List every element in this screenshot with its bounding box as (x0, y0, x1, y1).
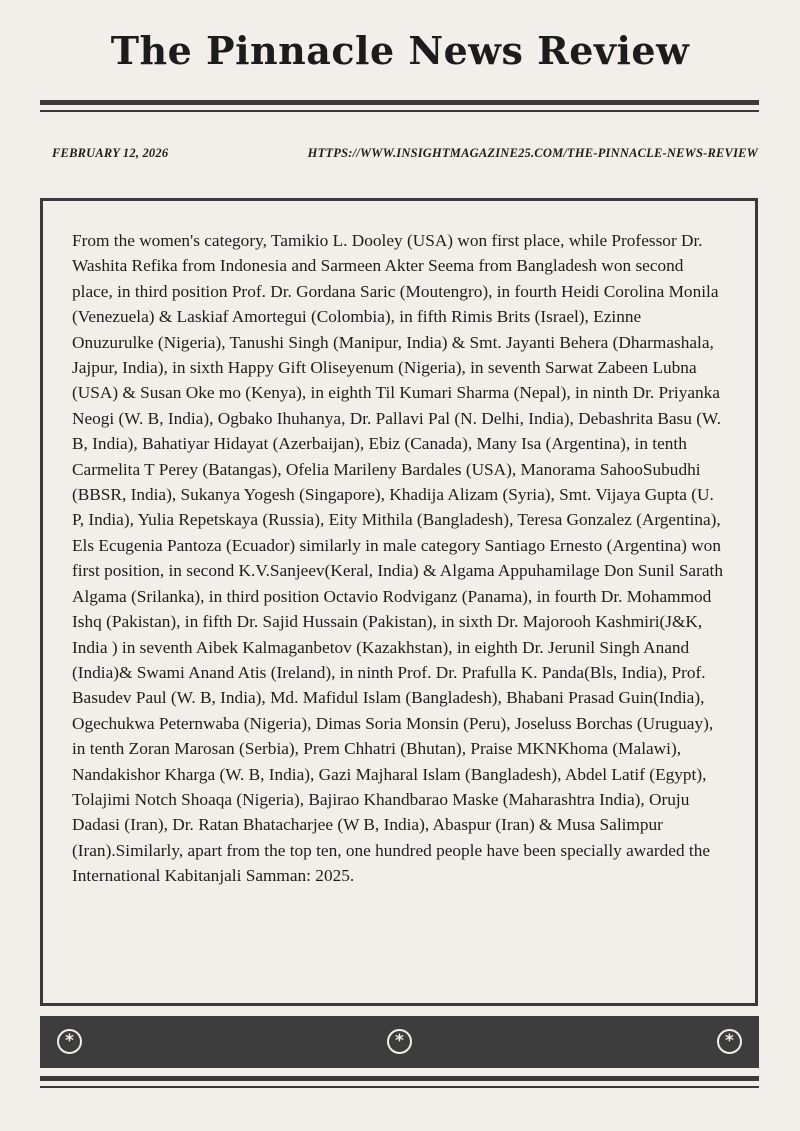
asterisk-circle-icon: * (57, 1029, 82, 1054)
asterisk-circle-icon: * (717, 1029, 742, 1054)
article-body: From the women's category, Tamikio L. Dooley (USA) won first place, while Professor Dr. Washita Refika from Indonesia and Sarmeen Akter Seema from Bangladesh won second place, in third position Prof. Dr. Gordana Saric (Moutengro), in fourth Heidi Corolina Monila (Venezuela) & Laskiaf Amortegui (Colombia), in fifth Rimis Brits (Israel), Ezinne Onuzurulke (Nigeria), Tanushi Singh (Manipur, India) & Smt. Jayanti Behera (Dharmashala, Jajpur, India), in sixth Happy Gift Oliseyenum (Nigeria), in seventh Sarwat Zabeen Lubna (USA) & Susan Oke mo (Kenya), in eighth Til Kumari Sharma (Nepal), in ninth Dr. Priyanka Neogi (W. B, India), Ogbako Ihuhanya, Dr. Pallavi Pal (N. Delhi, India), Debashrita Basu (W. B, India), Bahatiyar Hidayat (Azerbaijan), Ebiz (Canada), Many Isa (Argentina), in tenth Carmelita T Perey (Batangas), Ofelia Marileny Bardales (USA), Manorama SahooSubudhi (BBSR, India), Sukanya Yogesh (Singapore), Khadija Alizam (Syria), Smt. Vijaya Gupta (U. P, India), Yulia Repetskaya (Russia), Eity Mithila (Bangladesh), Teresa Gonzalez (Argentina), Els Ecugenia Pantoza (Ecuador) similarly in male category Santiago Ernesto (Argentina) won first position, in second K.V.Sanjeev(Keral, India) & Algama Appuhamilage Don Sunil Sarath Algama (Srilanka), in third position Octavio Rodviganz (Panama), in fourth Dr. Mohammod Ishq (Pakistan), in fifth Dr. Sajid Hussain (Pakistan), in sixth Dr. Majorooh Kashmiri(J&K, India ) in seventh Aibek Kalmaganbetov (Kazakhstan), in eighth Dr. Jerunil Singh Anand (India)& Swami Anand Atis (Ireland), in ninth Prof. Dr. Prafulla K. Panda(Bls, India), Prof. Basudev Paul (W. B, India), Md. Mafidul Islam (Bangladesh), Bhabani Prasad Guin(India), Ogechukwa Peternwaba (Nigeria), Dimas Soria Monsin (Peru), Joseluss Borchas (Uruguay), in tenth Zoran Marosan (Serbia), Prem Chhatri (Bhutan), Praise MKNKhoma (Malawi), Nandakishor Kharga (W. B, India), Gazi Majharal Islam (Bangladesh), Abdel Latif (Egypt), Tolajimi Notch Shoaqa (Nigeria), Bajirao Khandbarao Maske (Maharashtra India), Oruju Dadasi (Iran), Dr. Ratan Bhatacharjee (W B, India), Abaspur (Iran) & Musa Salimpur (Iran).Similarly, apart from the top ten, one hundred people have been specially awarded the International Kabitanjali Samman: 2025. (72, 231, 723, 886)
newspaper-title: The Pinnacle News Review (110, 28, 690, 73)
header-rule-thick (40, 100, 759, 105)
header-rule-thin (40, 110, 759, 112)
footer-bar (40, 1016, 759, 1068)
footer-rule-thick (40, 1076, 759, 1081)
article-box (40, 198, 758, 1006)
footer-rule-thin (40, 1086, 759, 1088)
masthead (0, 28, 800, 73)
asterisk-circle-icon: * (387, 1029, 412, 1054)
publication-date: FEBRUARY 12, 2026 (52, 146, 169, 160)
publication-url: HTTPS://WWW.INSIGHTMAGAZINE25.COM/THE-PINNACLE-NEWS-REVIEW (307, 146, 758, 160)
dateline (52, 146, 758, 161)
